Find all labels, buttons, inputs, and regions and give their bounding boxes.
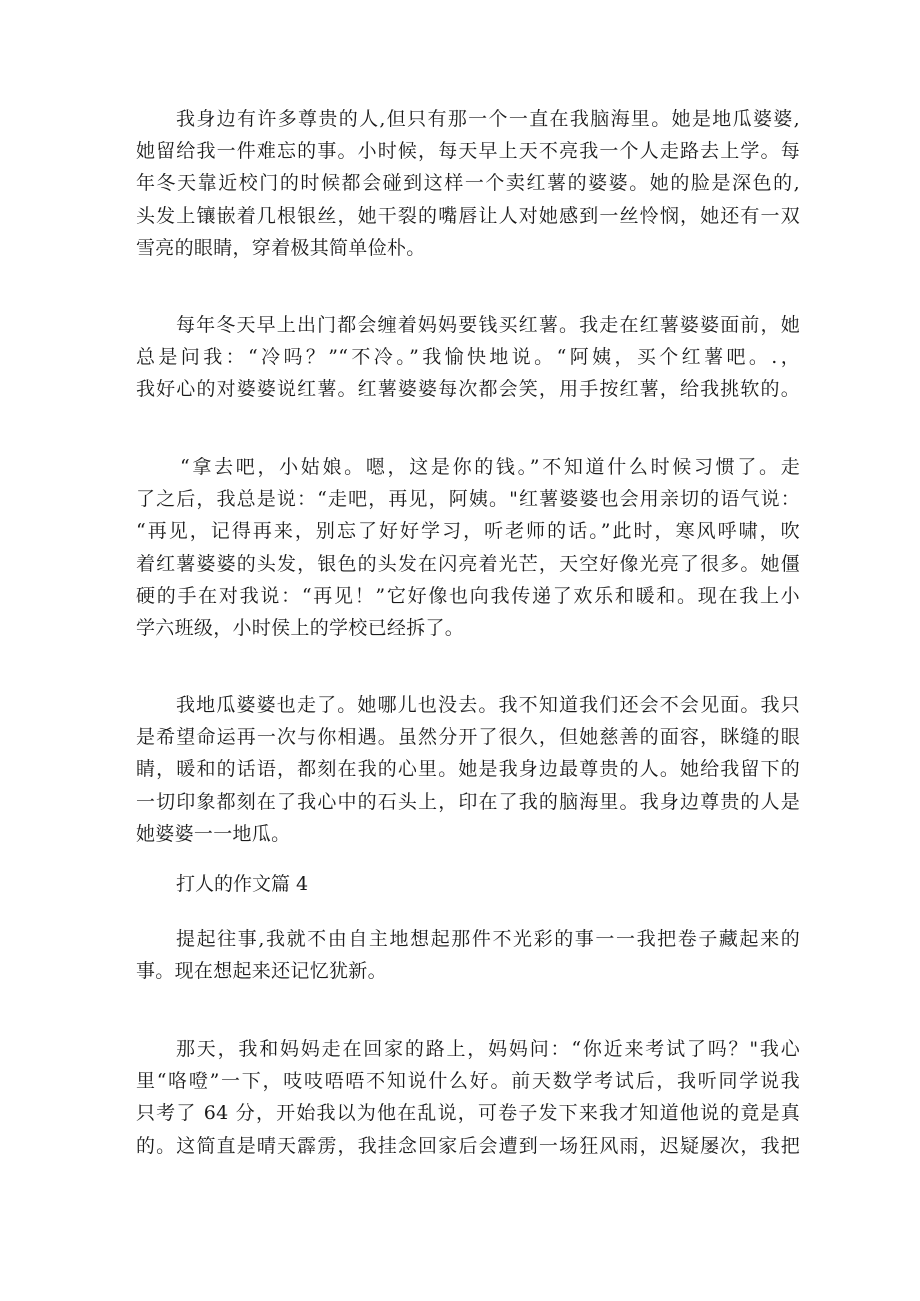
paragraph-line: 睛，暖和的话语，都刻在我的心里。她是我身边最尊贵的人。她给我留下的 (136, 758, 800, 781)
paragraph-6 (136, 1033, 800, 1162)
paragraph-line: 那天，我和妈妈走在回家的路上，妈妈问：“你近来考试了吗？"我心 (176, 1038, 800, 1060)
paragraph-line: 我身边有许多尊贵的人,但只有那一个一直在我脑海里。她是地瓜婆婆, (176, 108, 800, 130)
paragraph-5 (136, 923, 800, 987)
paragraph-line: 只考了 64 分，开始我以为他在乱说，可卷子发下来我才知道他说的竟是真 (136, 1102, 800, 1125)
paragraph-line: 我地瓜婆婆也走了。她哪儿也没去。我不知道我们还会不会见面。我只 (176, 694, 800, 716)
paragraph-line: “拿去吧，小姑娘。嗯，这是你的钱。”不知道什么时候习惯了。走 (180, 456, 800, 478)
paragraph-line: 头发上镶嵌着几根银丝，她干裂的嘴唇让人对她感到一丝怜悯，她还有一双 (136, 204, 800, 227)
paragraph-line: 她婆婆一一地瓜。 (136, 822, 291, 845)
paragraph-line: 她留给我一件难忘的事。小时候，每天早上天不亮我一个人走路去上学。每 (136, 140, 800, 163)
paragraph-4 (136, 689, 800, 850)
paragraph-line: 里“咯噔”一下，吱吱唔唔不知说什么好。前天数学考试后，我听同学说我 (136, 1070, 800, 1093)
paragraph-line: 年冬天靠近校门的时候都会碰到这样一个卖红薯的婆婆。她的脸是深色的, (136, 172, 800, 195)
paragraph-line: “再见，记得再来，别忘了好好学习，听老师的话。”此时，寒风呼啸，吹 (136, 520, 800, 543)
paragraph-line: 每年冬天早上出门都会缠着妈妈要钱买红薯。我走在红薯婆婆面前，她 (176, 314, 800, 336)
paragraph-line: 是希望命运再一次与你相遇。虽然分开了很久，但她慈善的面容，眯缝的眼 (136, 726, 800, 749)
paragraph-line: 我好心的对婆婆说红薯。红薯婆婆每次都会笑，用手按红薯，给我挑软的。 (136, 378, 800, 401)
paragraph-line: 一切印象都刻在了我心中的石头上，印在了我的脑海里。我身边尊贵的人是 (136, 790, 800, 813)
paragraph-line: 雪亮的眼睛，穿着极其简单俭朴。 (136, 236, 426, 259)
paragraph-line: 总是问我：“冷吗？”“不冷。”我愉快地说。“阿姨，买个红薯吧。.， (136, 346, 800, 369)
paragraph-3 (136, 451, 800, 644)
paragraph-line: 提起往事,我就不由自主地想起那件不光彩的事一一我把卷子藏起来的 (176, 928, 800, 950)
paragraph-line: 硬的手在对我说：“再见！”它好像也向我传递了欢乐和暖和。现在我上小 (136, 584, 800, 607)
paragraph-1 (136, 103, 800, 264)
paragraph-line: 事。现在想起来还记忆犹新。 (136, 960, 387, 983)
section-heading: 打人的作文篇 4 (176, 873, 309, 895)
paragraph-line: 的。这简直是晴天霹雳，我挂念回家后会遭到一场狂风雨，迟疑屡次，我把 (136, 1134, 800, 1157)
paragraph-line: 学六班级，小时侯上的学校已经拆了。 (136, 617, 465, 640)
paragraph-line: 着红薯婆婆的头发，银色的头发在闪亮着光芒，天空好像光亮了很多。她僵 (136, 552, 800, 575)
paragraph-2 (136, 309, 800, 406)
paragraph-line: 了之后，我总是说：“走吧，再见，阿姨。"红薯婆婆也会用亲切的语气说： (136, 488, 800, 511)
